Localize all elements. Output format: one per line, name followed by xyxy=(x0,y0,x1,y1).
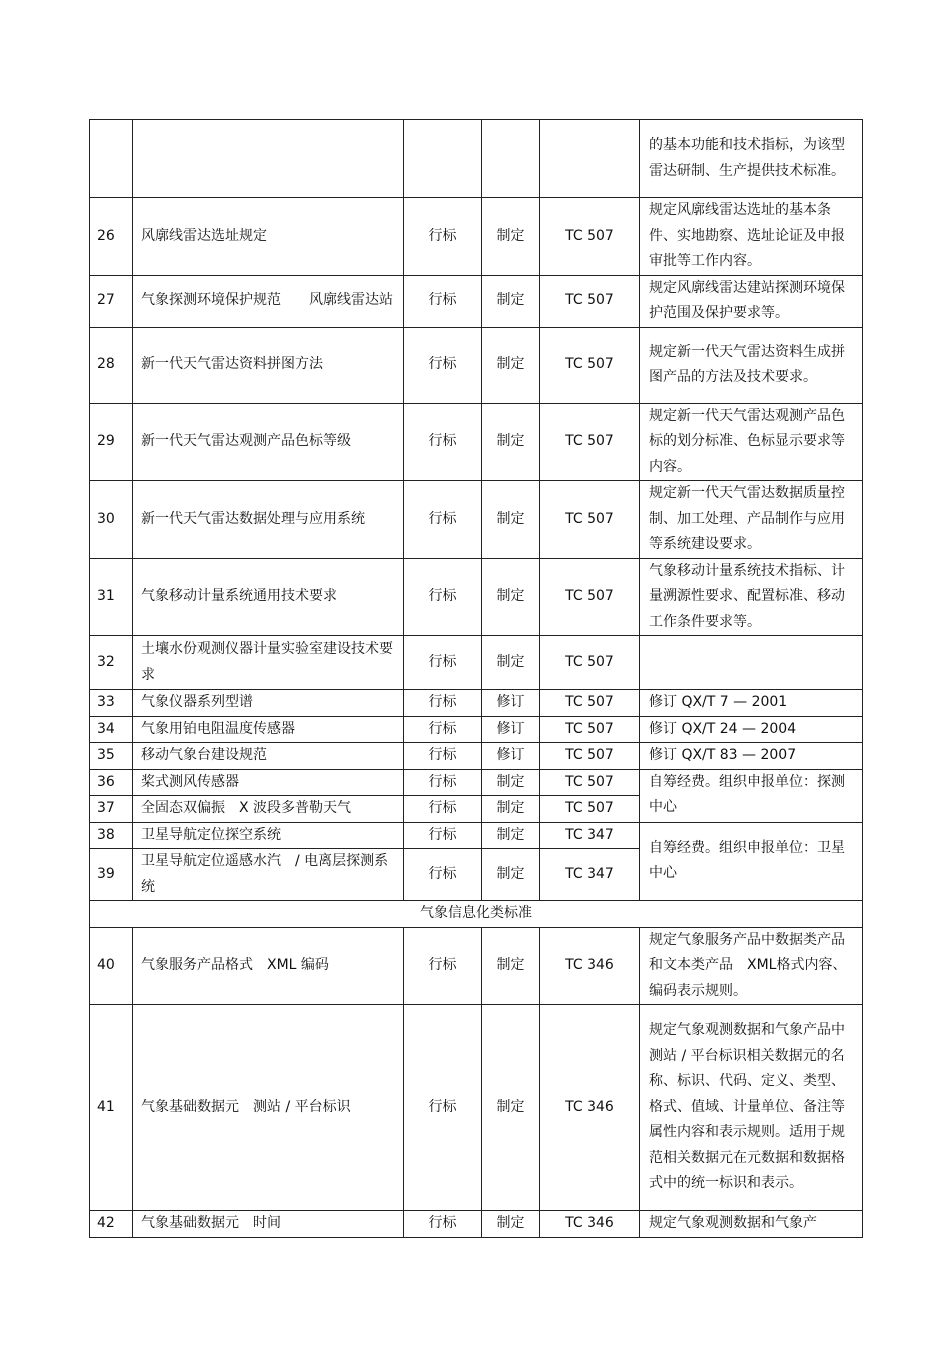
item-number xyxy=(90,120,133,198)
standard-name: 气象服务产品格式 XML 编码 xyxy=(133,927,404,1005)
description: 规定气象观测数据和气象产品中测站 / 平台标识相关数据元的名称、标识、代码、定义、类型、格式、值域、计量单位、备注等属性内容和表示规则。适用于规范相关数据元在元数据和数据格式中的统一标识和表示。 xyxy=(640,1005,863,1211)
work-kind: 修订 xyxy=(482,743,540,770)
item-number: 26 xyxy=(90,198,133,276)
description: 修订 QX/T 24 — 2004 xyxy=(640,716,863,743)
standard-type: 行标 xyxy=(404,198,482,276)
technical-committee: TC 507 xyxy=(540,769,640,796)
standard-name: 卫星导航定位遥感水汽 / 电离层探测系统 xyxy=(133,849,404,901)
technical-committee: TC 507 xyxy=(540,327,640,403)
item-number: 31 xyxy=(90,558,133,636)
technical-committee: TC 507 xyxy=(540,636,640,690)
item-number: 27 xyxy=(90,275,133,327)
description: 规定风廓线雷达建站探测环境保护范围及保护要求等。 xyxy=(640,275,863,327)
work-kind: 制定 xyxy=(482,481,540,559)
technical-committee: TC 507 xyxy=(540,716,640,743)
table-row xyxy=(90,558,863,636)
standard-name: 气象移动计量系统通用技术要求 xyxy=(133,558,404,636)
description: 规定新一代天气雷达观测产品色标的划分标准、色标显示要求等内容。 xyxy=(640,403,863,481)
technical-committee: TC 507 xyxy=(540,690,640,717)
standard-name: 气象基础数据元 测站 / 平台标识 xyxy=(133,1005,404,1211)
table-row xyxy=(90,636,863,690)
item-number: 33 xyxy=(90,690,133,717)
standard-type: 行标 xyxy=(404,327,482,403)
work-kind: 制定 xyxy=(482,849,540,901)
standard-type: 行标 xyxy=(404,822,482,849)
standard-type xyxy=(404,120,482,198)
work-kind: 修订 xyxy=(482,716,540,743)
item-number: 38 xyxy=(90,822,133,849)
technical-committee: TC 507 xyxy=(540,558,640,636)
standard-type: 行标 xyxy=(404,558,482,636)
description: 自筹经费。组织申报单位：卫星中心 xyxy=(640,822,863,901)
table-row xyxy=(90,927,863,1005)
work-kind: 制定 xyxy=(482,1005,540,1211)
item-number: 36 xyxy=(90,769,133,796)
standard-name: 新一代天气雷达资料拼图方法 xyxy=(133,327,404,403)
standard-name: 移动气象台建设规范 xyxy=(133,743,404,770)
description: 规定新一代天气雷达资料生成拼图产品的方法及技术要求。 xyxy=(640,327,863,403)
table-row xyxy=(90,120,863,198)
standard-name: 全固态双偏振 X 波段多普勒天气 xyxy=(133,796,404,823)
standards-table-page xyxy=(89,119,862,1238)
standard-type: 行标 xyxy=(404,796,482,823)
table-row xyxy=(90,403,863,481)
technical-committee xyxy=(540,120,640,198)
technical-committee: TC 507 xyxy=(540,275,640,327)
work-kind: 制定 xyxy=(482,327,540,403)
item-number: 37 xyxy=(90,796,133,823)
technical-committee: TC 346 xyxy=(540,1211,640,1238)
technical-committee: TC 507 xyxy=(540,796,640,823)
description: 规定风廓线雷达选址的基本条件、实地勘察、选址论证及申报审批等工作内容。 xyxy=(640,198,863,276)
standard-name: 风廓线雷达选址规定 xyxy=(133,198,404,276)
item-number: 30 xyxy=(90,481,133,559)
technical-committee: TC 347 xyxy=(540,822,640,849)
standard-name: 气象仪器系列型谱 xyxy=(133,690,404,717)
standard-name: 新一代天气雷达数据处理与应用系统 xyxy=(133,481,404,559)
item-number: 40 xyxy=(90,927,133,1005)
table-row xyxy=(90,743,863,770)
technical-committee: TC 507 xyxy=(540,403,640,481)
item-number: 41 xyxy=(90,1005,133,1211)
technical-committee: TC 346 xyxy=(540,1005,640,1211)
item-number: 34 xyxy=(90,716,133,743)
description: 修订 QX/T 83 — 2007 xyxy=(640,743,863,770)
description: 气象移动计量系统技术指标、计量溯源性要求、配置标准、移动工作条件要求等。 xyxy=(640,558,863,636)
work-kind: 制定 xyxy=(482,769,540,796)
standard-type: 行标 xyxy=(404,1005,482,1211)
table-row xyxy=(90,822,863,849)
item-number: 32 xyxy=(90,636,133,690)
table-row xyxy=(90,481,863,559)
item-number: 42 xyxy=(90,1211,133,1238)
standard-type: 行标 xyxy=(404,481,482,559)
section-title: 气象信息化类标准 xyxy=(90,901,863,928)
standards-table xyxy=(89,119,863,1238)
standard-type: 行标 xyxy=(404,849,482,901)
description: 修订 QX/T 7 — 2001 xyxy=(640,690,863,717)
table-row xyxy=(90,327,863,403)
description: 规定气象观测数据和气象产 xyxy=(640,1211,863,1238)
standard-name: 土壤水份观测仪器计量实验室建设技术要求 xyxy=(133,636,404,690)
description xyxy=(640,636,863,690)
section-header-row xyxy=(90,901,863,928)
work-kind: 制定 xyxy=(482,1211,540,1238)
standard-name: 气象用铂电阻温度传感器 xyxy=(133,716,404,743)
standard-name: 桨式测风传感器 xyxy=(133,769,404,796)
table-row xyxy=(90,716,863,743)
description: 规定新一代天气雷达数据质量控制、加工处理、产品制作与应用等系统建设要求。 xyxy=(640,481,863,559)
item-number: 28 xyxy=(90,327,133,403)
table-row xyxy=(90,198,863,276)
item-number: 35 xyxy=(90,743,133,770)
standard-type: 行标 xyxy=(404,275,482,327)
standard-type: 行标 xyxy=(404,743,482,770)
standard-name: 气象基础数据元 时间 xyxy=(133,1211,404,1238)
standard-type: 行标 xyxy=(404,1211,482,1238)
table-row xyxy=(90,769,863,796)
description: 自筹经费。组织申报单位：探测中心 xyxy=(640,769,863,822)
standard-name xyxy=(133,120,404,198)
table-row xyxy=(90,1005,863,1211)
standard-type: 行标 xyxy=(404,927,482,1005)
work-kind: 制定 xyxy=(482,927,540,1005)
technical-committee: TC 347 xyxy=(540,849,640,901)
work-kind xyxy=(482,120,540,198)
standard-type: 行标 xyxy=(404,690,482,717)
table-row xyxy=(90,275,863,327)
description: 规定气象服务产品中数据类产品和文本类产品 XML格式内容、编码表示规则。 xyxy=(640,927,863,1005)
description: 的基本功能和技术指标，为该型雷达研制、生产提供技术标准。 xyxy=(640,120,863,198)
table-row xyxy=(90,1211,863,1238)
work-kind: 制定 xyxy=(482,796,540,823)
work-kind: 制定 xyxy=(482,636,540,690)
item-number: 29 xyxy=(90,403,133,481)
standard-type: 行标 xyxy=(404,636,482,690)
standard-type: 行标 xyxy=(404,716,482,743)
technical-committee: TC 507 xyxy=(540,198,640,276)
technical-committee: TC 507 xyxy=(540,481,640,559)
standard-name: 卫星导航定位探空系统 xyxy=(133,822,404,849)
technical-committee: TC 507 xyxy=(540,743,640,770)
work-kind: 制定 xyxy=(482,822,540,849)
work-kind: 制定 xyxy=(482,198,540,276)
work-kind: 制定 xyxy=(482,558,540,636)
technical-committee: TC 346 xyxy=(540,927,640,1005)
standard-name: 新一代天气雷达观测产品色标等级 xyxy=(133,403,404,481)
work-kind: 制定 xyxy=(482,275,540,327)
standard-type: 行标 xyxy=(404,403,482,481)
standard-type: 行标 xyxy=(404,769,482,796)
standard-name: 气象探测环境保护规范 风廓线雷达站 xyxy=(133,275,404,327)
work-kind: 制定 xyxy=(482,403,540,481)
work-kind: 修订 xyxy=(482,690,540,717)
item-number: 39 xyxy=(90,849,133,901)
table-row xyxy=(90,690,863,717)
